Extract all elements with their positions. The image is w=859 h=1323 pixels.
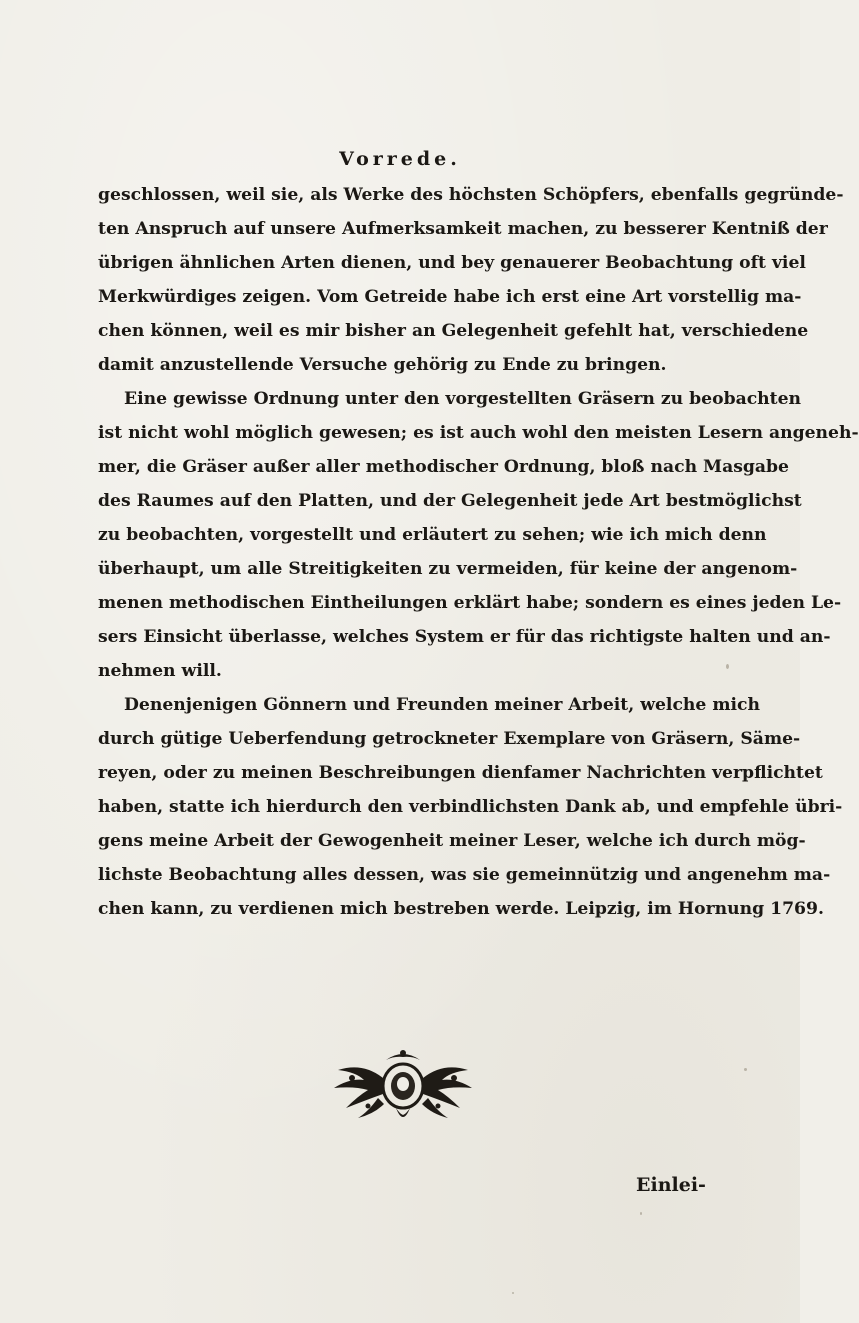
text-line: Denenjenigen Gönnern und Freunden meiner Arbeit, welche mich — [124, 695, 761, 715]
text-line: haben, statte ich hierdurch den verbindlichsten Dank ab, und empfehle übri- — [98, 797, 843, 817]
text-line: reyen, oder zu meinen Beschreibungen dienfamer Nachrichten verpflichtet — [98, 763, 823, 783]
text-line: übrigen ähnlichen Arten dienen, und bey genauerer Beobachtung oft viel — [98, 253, 806, 273]
text-line: ten Anspruch auf unsere Aufmerksamkeit machen, zu besserer Kentniß der — [98, 219, 828, 239]
preface-text — [98, 178, 859, 926]
text-line: gens meine Arbeit der Gewogenheit meiner Leser, welche ich durch mög- — [98, 831, 806, 851]
text-line: chen können, weil es mir bisher an Gelegenheit gefehlt hat, verschiedene — [98, 321, 809, 341]
text-line: chen kann, zu verdienen mich bestreben werde. Leipzig, im Hornung 1769. — [98, 899, 824, 919]
paper-speck — [512, 1292, 514, 1294]
paper-speck — [744, 1068, 747, 1071]
text-line: lichste Beobachtung alles dessen, was sie gemeinnützig und angenehm ma- — [98, 865, 831, 885]
text-line: damit anzustellende Versuche gehörig zu Ende zu bringen. — [98, 355, 667, 375]
paper-speck — [726, 664, 729, 669]
text-line: Merkwürdiges zeigen. Vom Getreide habe ich erst eine Art vorstellig ma- — [98, 287, 802, 307]
floral-vignette-ornament-icon — [328, 1048, 478, 1126]
text-line: des Raumes auf den Platten, und der Gelegenheit jede Art bestmöglichst — [98, 491, 802, 511]
text-line: überhaupt, um alle Streitigkeiten zu vermeiden, für keine der angenom- — [98, 559, 798, 579]
text-line: menen methodischen Eintheilungen erklärt habe; sondern es eines jeden Le- — [98, 593, 842, 613]
text-line: Eine gewisse Ordnung unter den vorgestellten Gräsern zu beobachten — [124, 389, 802, 409]
paper-speck — [640, 1212, 642, 1215]
text-line: nehmen will. — [98, 661, 222, 681]
text-line: sers Einsicht überlasse, welches System er für das richtigste halten und an- — [98, 627, 831, 647]
text-line: mer, die Gräser außer aller methodischer Ordnung, bloß nach Masgabe — [98, 457, 789, 477]
text-line: ist nicht wohl möglich gewesen; es ist auch wohl den meisten Lesern angeneh- — [98, 423, 859, 443]
running-header: Vorrede. — [339, 148, 461, 170]
text-line: durch gütige Ueberfendung getrockneter Exemplare von Gräsern, Säme- — [98, 729, 801, 749]
catchword: Einlei- — [636, 1174, 706, 1196]
text-line: zu beobachten, vorgestellt und erläutert zu sehen; wie ich mich denn — [98, 525, 767, 545]
text-line: geschlossen, weil sie, als Werke des höchsten Schöpfers, ebenfalls gegründe- — [98, 185, 844, 205]
